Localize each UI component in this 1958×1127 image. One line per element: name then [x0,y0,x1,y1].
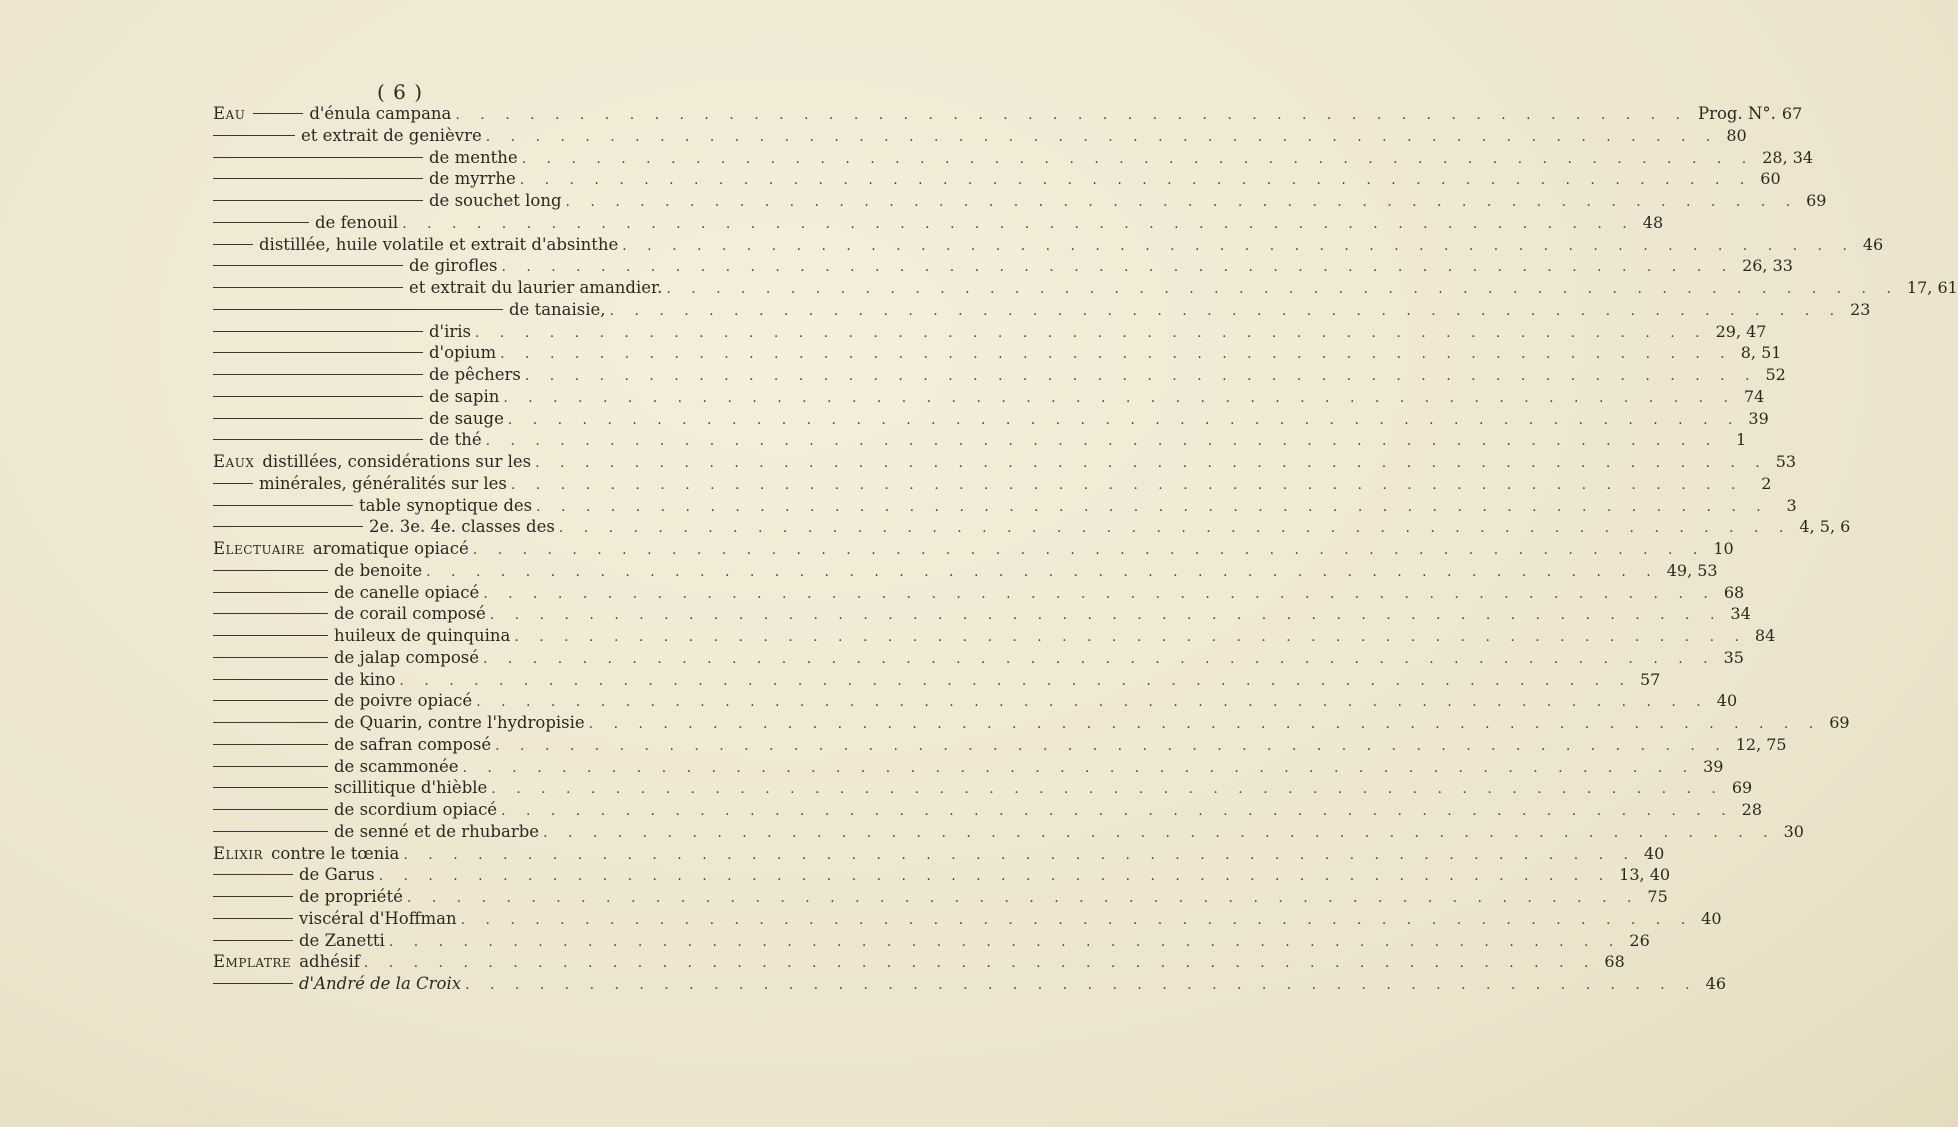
page-ref: 40 [1716,691,1738,711]
ditto-dash [213,831,328,832]
entry-text: de corail composé [334,604,486,624]
dot-leader [514,627,1747,649]
entry-text: d'énula campana [309,104,452,123]
ditto-dash [213,439,423,440]
index-entry [213,582,1745,604]
page-ref: 68 [1604,952,1625,972]
entry-text: aromatique opiacé [312,539,469,558]
entry-text: de senné et de rhubarbe [334,821,540,841]
page-ref: 17, 61 [1906,278,1958,297]
index-entry [213,603,1751,625]
ditto-dash [213,896,293,897]
dot-leader [610,301,1843,323]
index-entry [213,908,1722,930]
ditto-dash [213,331,423,332]
dot-leader [525,366,1758,388]
index-entry [213,277,1958,299]
index-entry [213,408,1769,430]
page-ref: 26, 33 [1742,256,1793,276]
dot-leader [511,475,1744,497]
dot-leader [379,866,1612,888]
page-ref: 40 [1643,843,1665,863]
entry-text: de pêchers [429,365,521,384]
index-entry [213,451,1797,473]
entry-text: de benoite [334,560,423,580]
page-ref: 39 [1748,408,1769,428]
page-ref: 69 [1829,713,1850,732]
page-ref: 69 [1806,191,1827,210]
ditto-dash [213,178,423,179]
entry-text: adhésif [299,952,360,972]
dot-leader [490,605,1723,627]
page-ref: 57 [1640,669,1661,689]
ditto-dash [213,352,423,353]
entry-text: de canelle opiacé [334,582,480,602]
dot-leader [483,584,1716,606]
index-entry [213,321,1767,343]
ditto-dash [213,809,328,810]
dot-leader [364,953,1597,975]
entry-text: de jalap composé [334,647,479,667]
entry-text: distillée, huile volatile et extrait d'absinthe [259,234,619,254]
entry-text: de Quarin, contre l'hydropisie [334,713,585,732]
index-entry [213,190,1827,212]
dot-leader [455,105,1688,127]
ditto-dash [213,766,328,767]
ditto-dash [213,700,328,701]
dot-leader [501,801,1734,823]
index-entry [213,821,1804,843]
page-ref: 4, 5, 6 [1799,517,1851,537]
index-entry [213,690,1738,712]
ditto-dash [213,940,293,941]
dot-leader [476,692,1709,714]
page-ref: 48 [1642,212,1664,232]
index-entry [213,342,1782,364]
dot-leader [483,649,1716,671]
ditto-dash [213,396,423,397]
index-entry [213,386,1765,408]
index-entry [213,168,1781,190]
entry-text: et extrait du laurier amandier. [409,278,663,297]
ditto-dash [213,744,328,745]
page-ref: 1 [1735,430,1747,450]
index-entry [213,864,1671,886]
entry-text: scillitique d'hièble [334,778,488,798]
index-entry [213,843,1665,865]
entry-text: de menthe [429,147,518,167]
page-ref: 80 [1726,125,1747,145]
page-ref: 39 [1703,756,1724,776]
index-entry [213,951,1625,973]
ditto-dash [213,374,423,375]
page-ref: 75 [1647,887,1668,906]
entry-heading: Electuaire [213,539,305,558]
ditto-dash [213,505,353,506]
entry-text: de Zanetti [299,930,385,950]
page-ref: 8, 51 [1740,343,1782,363]
entry-text: 2e. 3e. 4e. classes des [369,517,555,537]
page-ref: 68 [1723,582,1745,602]
index-entry [213,473,1772,495]
page-ref: 3 [1786,495,1797,515]
page-ref: 34 [1730,604,1751,624]
index-entry [213,734,1787,756]
entry-text: d'opium [429,343,497,363]
entry-text: minérales, généralités sur les [259,473,507,493]
ditto-dash [213,613,328,614]
page-ref: 26 [1629,930,1650,950]
dot-leader [399,671,1632,693]
entry-text: de safran composé [334,734,492,754]
index-entry [213,799,1763,821]
page-ref: 28 [1741,800,1763,819]
ditto-dash [213,983,293,984]
index-entry [213,756,1724,778]
entry-text: de thé [429,430,482,450]
dot-leader [559,518,1792,540]
entry-text: et extrait de genièvre [301,125,482,145]
index-entry [213,930,1650,952]
dot-leader [589,714,1822,736]
page-ref: 30 [1783,821,1804,841]
entry-text: viscéral d'Hoffman [299,908,457,928]
page-ref: 23 [1850,299,1871,319]
index-entry [213,103,1803,125]
dot-leader [566,192,1799,214]
dot-leader [465,975,1698,997]
page-number: ( 6 ) [376,80,424,104]
entry-text: de tanaisie, [509,299,606,319]
ditto-dash [213,309,503,310]
entry-text: distillées, considérations sur les [262,452,532,471]
page-ref: 52 [1765,365,1786,384]
ditto-dash [213,200,423,201]
page-ref: 60 [1760,169,1781,189]
index-entry [213,712,1850,734]
index-entry [213,973,1726,995]
entry-text: d'iris [429,321,472,341]
ditto-dash [213,222,309,223]
ditto-dash [213,592,328,593]
index-entry [213,516,1851,538]
dot-leader [491,779,1724,801]
index-entry [213,625,1776,647]
index-entry [213,538,1734,560]
page-ref: 10 [1713,539,1734,558]
ditto-dash [213,679,328,680]
dot-leader [486,431,1719,453]
index-entry [213,255,1793,277]
dot-leader [536,497,1769,519]
entry-text: de scammonée [334,756,459,776]
dot-leader [622,236,1855,258]
entry-text: de fenouil [315,212,399,232]
dot-leader [535,453,1768,475]
entry-heading: Eau [213,104,246,123]
ditto-dash [213,244,253,245]
entry-text: de propriété [299,887,403,906]
page-ref: 84 [1754,626,1776,645]
index-entry [213,234,1884,256]
ditto-dash [213,526,363,527]
index-entry [213,299,1871,321]
dot-leader [461,910,1694,932]
dot-leader [520,170,1753,192]
ditto-dash [213,418,423,419]
page-ref: 67 [1781,104,1803,123]
index-entry [213,147,1814,169]
page-ref: 29, 47 [1715,321,1767,341]
page-ref: 46 [1862,234,1884,254]
entry-text: contre le tœnia [271,843,400,863]
index-entry [213,429,1747,451]
page-ref: 40 [1701,908,1722,928]
ditto-dash [213,265,403,266]
page-ref: 49, 53 [1666,560,1718,580]
index-entry [213,495,1797,517]
ditto-dash [213,918,293,919]
ditto-dash [213,287,403,288]
dot-leader [389,932,1622,954]
page-ref: 53 [1775,452,1797,471]
index-entry [213,364,1786,386]
entry-text: de scordium opiacé [334,800,498,819]
ditto-dash [213,657,328,658]
entry-text: table synoptique des [359,495,533,515]
entry-text: de sapin [429,386,500,406]
dot-leader [501,257,1734,279]
dot-leader [407,888,1640,910]
entry-text: huileux de quinquina [334,626,511,645]
dot-leader [666,279,1899,301]
entry-text: de girofles [409,256,498,276]
dot-leader [486,127,1719,149]
ditto-dash [213,874,293,875]
ditto-dash [213,722,328,723]
entry-text: d'André de la Croix [299,974,462,993]
index-entry [213,560,1718,582]
page-ref: 35 [1723,647,1744,667]
dot-leader [508,410,1741,432]
entry-text: de myrrhe [429,169,516,189]
entry-heading: Eaux [213,452,255,471]
index-entry [213,125,1747,147]
index-list [213,103,1958,995]
ditto-dash [213,157,423,158]
dot-leader [402,214,1635,236]
dot-leader [495,736,1728,758]
page-ref: 69 [1731,778,1753,798]
ditto-dash [213,787,328,788]
page-ref: 28, 34 [1762,147,1814,167]
ditto-dash [213,483,253,484]
entry-text: de sauge [429,408,504,428]
dot-leader [543,823,1776,845]
index-entry [213,647,1744,669]
prog-label: Prog. N°. [1697,104,1776,123]
page-ref: 46 [1705,974,1726,993]
dot-leader [503,388,1736,410]
dot-leader [473,540,1706,562]
ditto-dash [213,570,328,571]
entry-heading: Elixir [213,843,264,863]
dot-leader [522,149,1755,171]
ditto-dash [253,113,303,114]
entry-text: de poivre opiacé [334,691,473,711]
dot-leader [463,758,1696,780]
dot-leader [403,845,1636,867]
entry-text: de souchet long [429,191,562,210]
index-entry [213,212,1664,234]
page-ref: 13, 40 [1619,865,1671,885]
entry-heading: Emplatre [213,952,292,972]
index-entry [213,886,1668,908]
ditto-dash [213,135,295,136]
index-entry [213,777,1753,799]
page-ref: 2 [1761,473,1772,493]
dot-leader [500,344,1733,366]
dot-leader [475,323,1708,345]
dot-leader [426,562,1659,584]
entry-text: de Garus [299,865,375,885]
index-entry [213,669,1661,691]
ditto-dash [213,635,328,636]
entry-text: de kino [334,669,396,689]
page-ref: 12, 75 [1735,734,1787,754]
page-ref: 74 [1743,386,1765,406]
